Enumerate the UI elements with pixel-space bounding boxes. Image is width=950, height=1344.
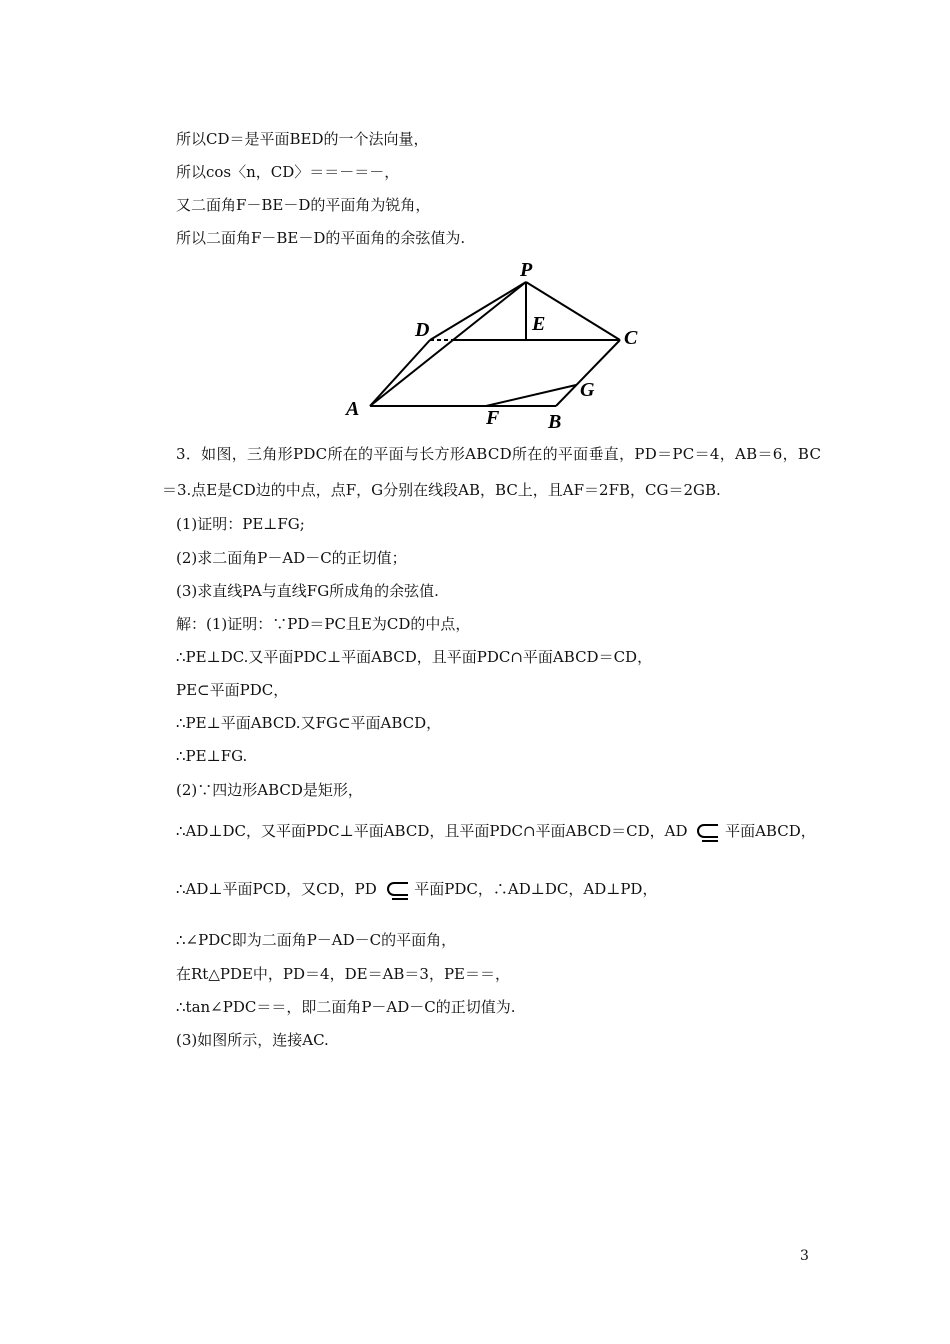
label-C: C <box>624 327 638 349</box>
label-P: P <box>520 259 533 281</box>
edge-PD <box>430 282 526 340</box>
label-G: G <box>580 379 595 401</box>
text-line: 所以cos〈n，CD〉＝＝－＝－， <box>176 163 400 181</box>
geometry-figure <box>340 258 660 438</box>
label-F: F <box>486 407 500 429</box>
text-segment: 平面ABCD， <box>725 822 816 840</box>
text-line: (2)求二面角P－AD－C的正切值； <box>176 549 407 567</box>
edge-FG <box>486 385 576 406</box>
text-line: 所以二面角F－BE－D的平面角的余弦值为. <box>176 229 466 247</box>
text-line: ∴∠PDC即为二面角P－AD－C的平面角， <box>176 931 457 949</box>
text-line: 3．如图，三角形PDC所在的平面与长方形ABCD所在的平面垂直，PD＝PC＝4，AB＝6，BC <box>176 445 822 463</box>
text-segment: ∴AD⊥平面PCD，又CD，PD <box>176 880 377 898</box>
edge-PA <box>370 282 526 406</box>
text-segment: ∴AD⊥DC，又平面PDC⊥平面ABCD，且平面PDC∩平面ABCD＝CD，AD <box>176 822 688 840</box>
label-D: D <box>415 319 430 341</box>
text-line: ＝3.点E是CD边的中点，点F，G分别在线段AB，BC上，且AF＝2FB，CG＝2GB. <box>162 481 721 499</box>
text-line: ∴PE⊥FG. <box>176 747 248 765</box>
text-line: 又二面角F－BE－D的平面角为锐角， <box>176 196 431 214</box>
text-line: 解：(1)证明：∵PD＝PC且E为CD的中点， <box>176 615 471 633</box>
text-line: (3)如图所示，连接AC. <box>176 1031 329 1049</box>
text-line: ∴PE⊥DC.又平面PDC⊥平面ABCD，且平面PDC∩平面ABCD＝CD， <box>176 648 653 666</box>
label-B: B <box>548 411 562 433</box>
text-line: 在Rt△PDE中，PD＝4，DE＝AB＝3，PE＝＝， <box>176 965 511 983</box>
text-line: (1)证明：PE⊥FG; <box>176 515 305 533</box>
text-line: (3)求直线PA与直线FG所成角的余弦值. <box>176 582 439 600</box>
text-segment: 平面PDC，∴AD⊥DC，AD⊥PD， <box>414 880 658 898</box>
page-number: 3 <box>800 1248 809 1264</box>
label-E: E <box>532 313 546 335</box>
text-line <box>176 821 816 843</box>
edge-DA <box>370 340 430 406</box>
text-line: PE⊂平面PDC， <box>176 681 289 699</box>
subset-symbol <box>692 821 720 843</box>
text-line <box>176 879 657 901</box>
subset-symbol <box>382 879 410 901</box>
text-line: ∴tan∠PDC＝＝，即二面角P－AD－C的正切值为. <box>176 998 516 1016</box>
text-line: 所以CD＝是平面BED的一个法向量， <box>176 130 429 148</box>
text-line: (2)∵四边形ABCD是矩形， <box>176 781 363 799</box>
text-line: ∴PE⊥平面ABCD.又FG⊂平面ABCD， <box>176 714 442 732</box>
label-A: A <box>346 398 360 420</box>
